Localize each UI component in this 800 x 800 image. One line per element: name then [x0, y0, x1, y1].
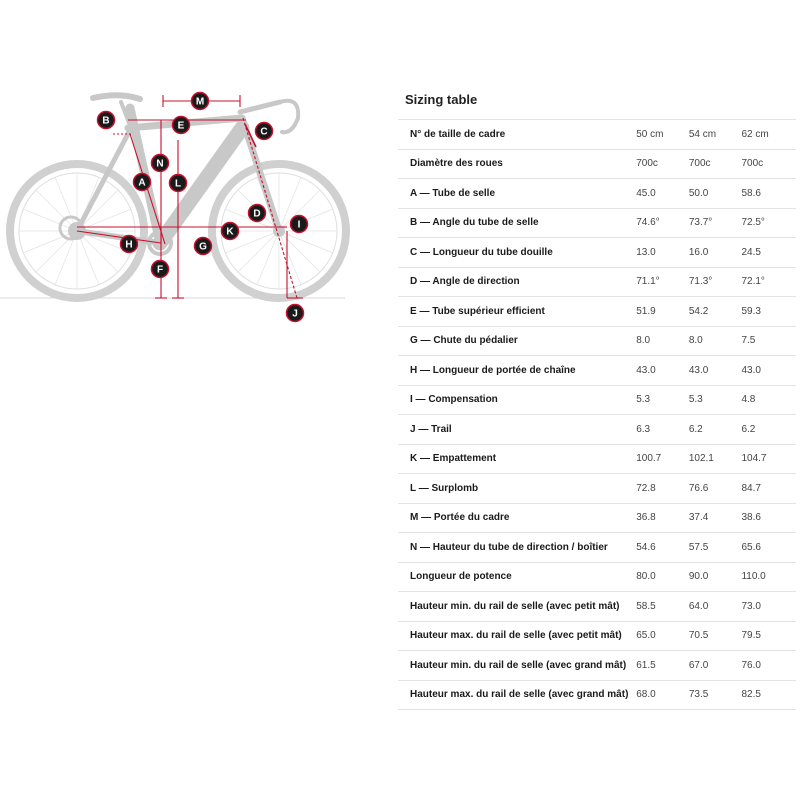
table-row — [398, 533, 796, 563]
sizing-table-body — [398, 120, 796, 710]
size-value: 74.6° — [636, 208, 689, 238]
size-value: 79.5 — [741, 621, 796, 651]
table-row — [398, 385, 796, 415]
row-label: C — Longueur du tube douille — [398, 238, 636, 268]
row-label: Longueur de potence — [398, 562, 636, 592]
table-row — [398, 680, 796, 710]
size-value: 5.3 — [689, 385, 742, 415]
table-row — [398, 592, 796, 622]
size-value: 73.0 — [741, 592, 796, 622]
size-value: 76.6 — [689, 474, 742, 504]
size-value: 700c — [689, 149, 742, 179]
row-label: Hauteur max. du rail de selle (avec grand mât) — [398, 680, 636, 710]
row-label: D — Angle de direction — [398, 267, 636, 297]
badge-letter: F — [156, 264, 164, 276]
badge-letter: M — [195, 96, 205, 108]
badge-letter: K — [226, 226, 234, 238]
size-value: 45.0 — [636, 179, 689, 209]
table-row — [398, 621, 796, 651]
size-value: 58.6 — [741, 179, 796, 209]
badge-a — [134, 174, 151, 191]
size-value: 7.5 — [741, 326, 796, 356]
table-row — [398, 562, 796, 592]
row-label: J — Trail — [398, 415, 636, 445]
row-label: E — Tube supérieur efficient — [398, 297, 636, 327]
badge-h — [121, 236, 138, 253]
table-row — [398, 267, 796, 297]
size-value: 700c — [636, 149, 689, 179]
badge-letter: I — [297, 219, 301, 231]
size-value: 37.4 — [689, 503, 742, 533]
sizing-table-title: Sizing table — [405, 92, 478, 107]
size-value: 84.7 — [741, 474, 796, 504]
size-value: 6.2 — [689, 415, 742, 445]
row-label: K — Empattement — [398, 444, 636, 474]
table-row — [398, 356, 796, 386]
table-row — [398, 149, 796, 179]
badge-b — [98, 112, 115, 129]
row-label: Hauteur min. du rail de selle (avec grand mât) — [398, 651, 636, 681]
size-value: 71.1° — [636, 267, 689, 297]
size-value: 61.5 — [636, 651, 689, 681]
size-value: 51.9 — [636, 297, 689, 327]
badge-d — [249, 205, 266, 222]
size-value: 50.0 — [689, 179, 742, 209]
size-value: 50 cm — [636, 120, 689, 150]
size-value: 68.0 — [636, 680, 689, 710]
size-value: 100.7 — [636, 444, 689, 474]
size-value: 59.3 — [741, 297, 796, 327]
badge-i — [291, 216, 308, 233]
size-value: 57.5 — [689, 533, 742, 563]
size-value: 110.0 — [741, 562, 796, 592]
size-value: 43.0 — [689, 356, 742, 386]
bike-geometry-diagram — [0, 80, 360, 330]
row-label: I — Compensation — [398, 385, 636, 415]
size-value: 43.0 — [741, 356, 796, 386]
table-row — [398, 297, 796, 327]
size-value: 65.0 — [636, 621, 689, 651]
size-value: 72.8 — [636, 474, 689, 504]
sizing-table — [398, 119, 796, 710]
size-value: 76.0 — [741, 651, 796, 681]
table-row — [398, 179, 796, 209]
size-value: 8.0 — [636, 326, 689, 356]
table-row — [398, 651, 796, 681]
row-label: Hauteur max. du rail de selle (avec petit mât) — [398, 621, 636, 651]
row-label: L — Surplomb — [398, 474, 636, 504]
size-value: 54.6 — [636, 533, 689, 563]
badge-j — [287, 305, 304, 322]
size-value: 64.0 — [689, 592, 742, 622]
size-value: 71.3° — [689, 267, 742, 297]
badge-letter: J — [292, 308, 298, 320]
size-value: 36.8 — [636, 503, 689, 533]
badge-letter: L — [174, 178, 182, 190]
size-value: 43.0 — [636, 356, 689, 386]
badge-letter: C — [260, 126, 268, 138]
size-value: 90.0 — [689, 562, 742, 592]
badge-letter: D — [253, 208, 261, 220]
badge-n — [152, 155, 169, 172]
row-label: N° de taille de cadre — [398, 120, 636, 150]
size-value: 73.5 — [689, 680, 742, 710]
size-value: 102.1 — [689, 444, 742, 474]
size-value: 24.5 — [741, 238, 796, 268]
size-value: 82.5 — [741, 680, 796, 710]
badge-letter: N — [156, 158, 164, 170]
badge-l — [170, 175, 187, 192]
row-label: G — Chute du pédalier — [398, 326, 636, 356]
badge-m — [192, 93, 209, 110]
size-value: 67.0 — [689, 651, 742, 681]
size-value: 5.3 — [636, 385, 689, 415]
size-value: 6.3 — [636, 415, 689, 445]
row-label: H — Longueur de portée de chaîne — [398, 356, 636, 386]
row-label: B — Angle du tube de selle — [398, 208, 636, 238]
badge-letter: B — [102, 115, 110, 127]
badge-g — [195, 238, 212, 255]
row-label: N — Hauteur du tube de direction / boîtier — [398, 533, 636, 563]
table-row — [398, 238, 796, 268]
size-value: 16.0 — [689, 238, 742, 268]
size-value: 70.5 — [689, 621, 742, 651]
badge-c — [256, 123, 273, 140]
table-row — [398, 415, 796, 445]
size-value: 65.6 — [741, 533, 796, 563]
badge-letter: E — [177, 120, 185, 132]
badge-letter: G — [199, 241, 207, 253]
badge-e — [173, 117, 190, 134]
table-row — [398, 326, 796, 356]
size-value: 72.5° — [741, 208, 796, 238]
size-value: 62 cm — [741, 120, 796, 150]
size-value: 54 cm — [689, 120, 742, 150]
row-label: A — Tube de selle — [398, 179, 636, 209]
size-value: 73.7° — [689, 208, 742, 238]
size-value: 13.0 — [636, 238, 689, 268]
size-value: 4.8 — [741, 385, 796, 415]
size-value: 8.0 — [689, 326, 742, 356]
badge-f — [152, 261, 169, 278]
size-value: 80.0 — [636, 562, 689, 592]
badge-letter: A — [138, 177, 146, 189]
row-label: Diamètre des roues — [398, 149, 636, 179]
table-row — [398, 208, 796, 238]
row-label: M — Portée du cadre — [398, 503, 636, 533]
table-row — [398, 120, 796, 150]
size-value: 72.1° — [741, 267, 796, 297]
table-row — [398, 474, 796, 504]
size-value: 6.2 — [741, 415, 796, 445]
badge-k — [222, 223, 239, 240]
table-row — [398, 503, 796, 533]
size-value: 104.7 — [741, 444, 796, 474]
badge-letter: H — [125, 239, 133, 251]
size-value: 700c — [741, 149, 796, 179]
size-value: 54.2 — [689, 297, 742, 327]
size-value: 38.6 — [741, 503, 796, 533]
size-value: 58.5 — [636, 592, 689, 622]
row-label: Hauteur min. du rail de selle (avec petit mât) — [398, 592, 636, 622]
table-row — [398, 444, 796, 474]
